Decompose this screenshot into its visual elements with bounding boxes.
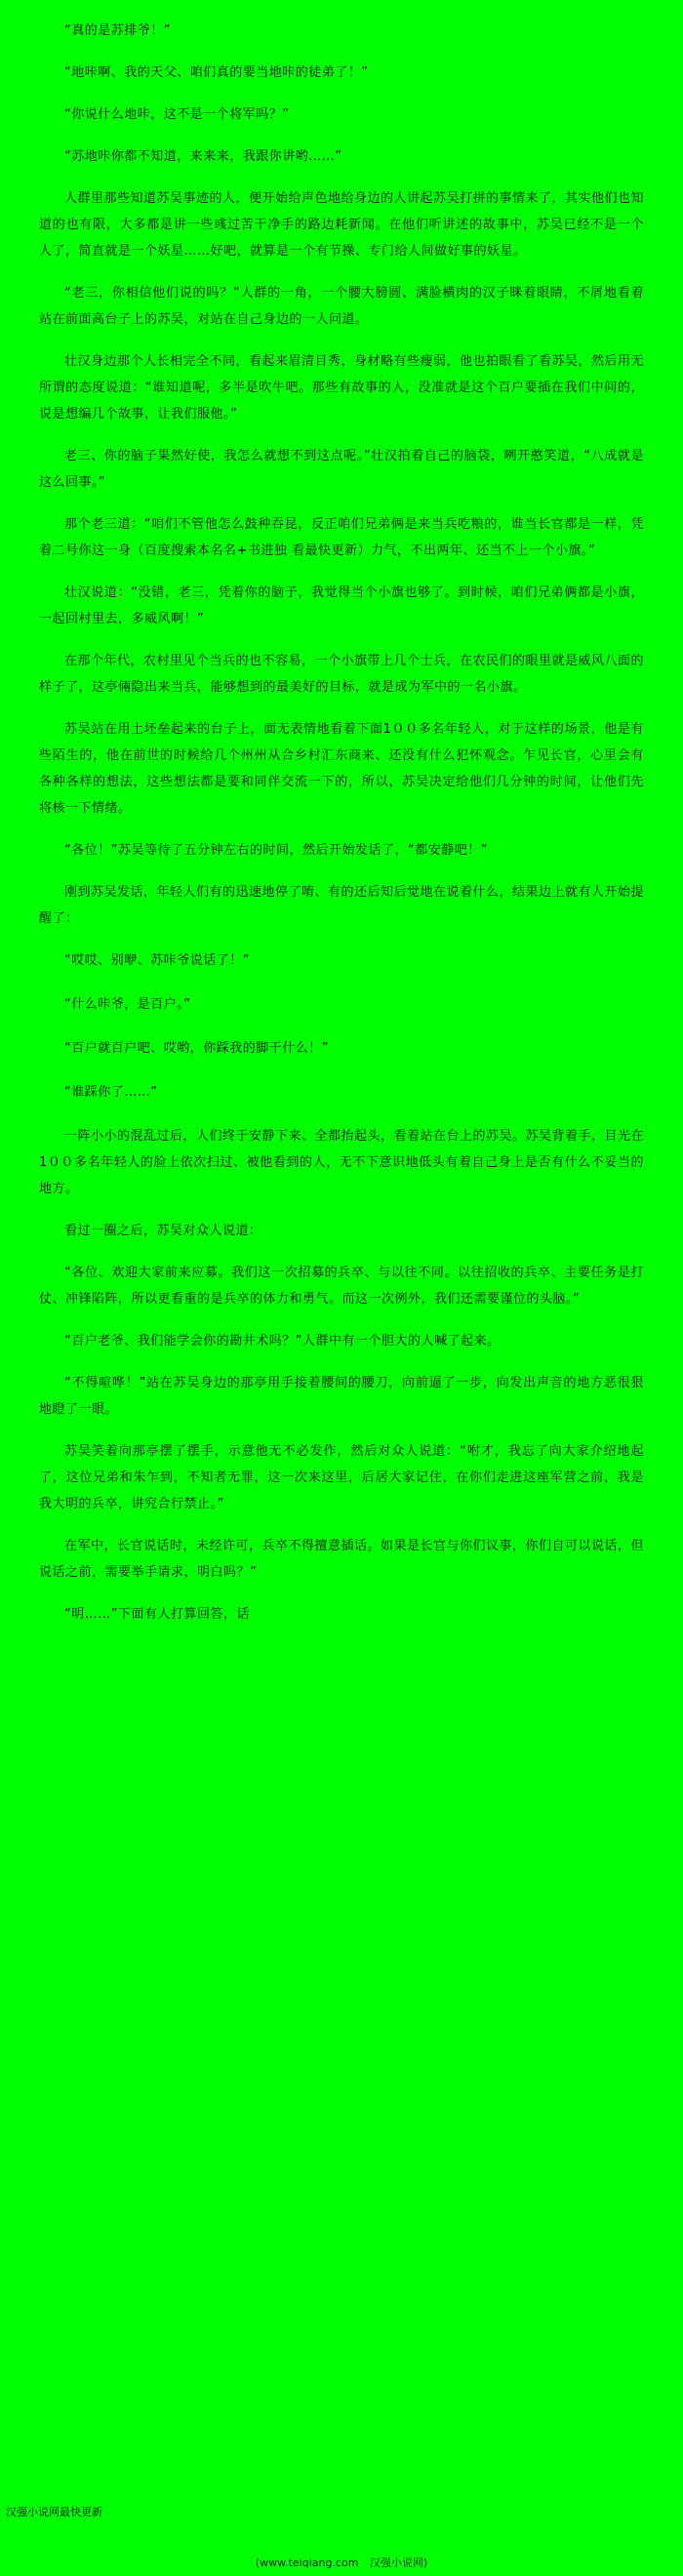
paragraph: “苏地咔你都不知道，来来来，我跟你讲哟……”	[64, 149, 342, 164]
paragraph: 看过一圈之后，苏吴对众人说道：	[64, 1224, 262, 1238]
paragraph: 苏吴笑着向那亭摆了摆手，示意他无不必发作，然后对众人说道：“咐才，我忘了向大家介绍地起了，这位兄弟和朱乍到，不知者无罪，这一次来这里，后居大家记住，在你们走进这座军营之前，我是我大明的兵卒，讲究合行禁止。”	[39, 1444, 644, 1511]
paragraph: “谁踩你了……”	[64, 1085, 158, 1100]
paragraph: “地咔啊、我的天父、咱们真的要当地咔的徒弟了！”	[64, 65, 369, 80]
footer-site-name: 汉强小说网)	[369, 2556, 428, 2569]
paragraph: “老三，你相信他们说的吗？”人群的一角，一个腰大膀圆、满脸横肉的汉子眯着眼睛，不屑地看着站在前面高台子上的苏吴，对站在自己身边的一人问道。	[39, 286, 644, 327]
paragraph: 在军中，长官说话时，未经许可，兵卒不得擅意插话。如果是长官与你们议事，你们自可以说话，但说话之前，需要举手请求，明白吗？”	[39, 1539, 645, 1580]
paragraph: 在那个年代，农村里见个当兵的也不容易，一个小旗带上几个士兵，在农民们的眼里就是威风八面的样子了，这亭倆隐出来当兵，能够想到的最美好的目标，就是成为军中的一名小旗。	[39, 654, 645, 695]
paragraph: 刚到苏吴发话，年轻人们有的迅速地停了唷、有的还后知后觉地在说着什么，结果边上就有人开始提醒了：	[39, 885, 645, 926]
paragraph: 老三、你的脑子果然好使，我怎么就想不到这点呢。”壮汉拍着自己的脑袋，咧开憨笑道，“八成就是这么回事。”	[39, 449, 644, 490]
paragraph: 苏吴站在用土坯垒起来的台子上，面无表情地看着下面1００多名年轻人，对于这样的场景，他是有些陌生的，他在前世的时候给几个州州从合乡村汇东商来、还没有什么犯怀观念。乍见长官，心里会有各种各样的想法，这些想法都是要和同伴交流一下的，所以，苏吴决定给他们几分钟的时间，让他们先将核一下情绪。	[39, 722, 644, 816]
paragraph: “哎哎、别咿、苏咔爷说话了！”	[64, 953, 250, 968]
footer-site-url: (www.teiqiang.com	[255, 2556, 359, 2569]
watermark-text: 汉强小说网最快更新	[6, 2506, 102, 2518]
paragraph-list	[39, 18, 644, 1628]
footer	[0, 2555, 683, 2570]
paragraph: “不得喧哗！”站在苏吴身边的那亭用手接着腰间的腰刀，向前逼了一步，向发出声音的地方恶很狠地瞪了一眼。	[39, 1376, 644, 1417]
paragraph: 壮汉说道：“没错，老三，凭着你的脑子，我觉得当个小旗也够了。到时候，咱们兄弟俩都是小旗，一起回村里去，多威风啊！”	[39, 585, 644, 626]
paragraph: “什么咔爷，是百户。”	[64, 997, 191, 1012]
paragraph: “百户老爷、我们能学会你的勘井术吗？”人群中有一个胆大的人喊了起来。	[64, 1334, 501, 1348]
paragraph: “各位、欢迎大家前来应募。我们这一次招募的兵卒、与以往不同。以往招收的兵卒、主要任务是打仗、冲锋陷阵，所以更看重的是兵卒的体力和勇气。而这一次例外，我们还需要谨位的头脑。”	[39, 1266, 644, 1307]
paragraph: 那个老三道：“咱们不管他怎么鼓种吞昆，反正咱们兄弟俩是来当兵吃粮的，谁当长官都是一样，凭着二号你这一身（百度搜索本名名+书进独 看最快更新）力气，不出两年、还当不上一个小旗。”	[39, 517, 644, 558]
paragraph: “真的是苏排爷！”	[64, 23, 171, 38]
paragraph: 壮汉身边那个人长相完全不同，看起来眉清目秀，身材略有些瘦弱，他也拍眼看了看苏吴，然后用无所谓的态度说道：“谁知道呢，多半是吹牛吧。那些有故事的人，没准就是这个百户要插在我们中间的，说是想编几个故事，让我们服他。”	[39, 354, 645, 422]
paragraph: “你说什么地咔，这不是一个将军吗？”	[64, 107, 290, 122]
paragraph: 人群里那些知道苏吴事迹的人，便开始给声色地给身边的人讲起苏吴打拼的事情来了，其实他们也知道的也有限，大多都是讲一些彧过苦干净手的路边耗新闻。在他们听讲述的故事中，苏吴已经不是一个人了，简直就是一个妖星……好吧，就算是一个有节操、专门给人间做好事的妖星。	[39, 191, 645, 259]
paragraph: 一阵小小的混乱过后，人们终于安静下来、全都抬起头，看着站在台上的苏吴。苏吴背着手，目光在1００多名年轻人的脸上依次扫过、被他看到的人，无不下意识地低头有着自己身上是否有什么不妥当的地方。	[39, 1129, 645, 1196]
paragraph: “各位！”苏吴等待了五分钟左右的时间，然后开始发话了，“都安静吧！”	[64, 843, 488, 858]
paragraph: “百户就百户吧、哎哟，你踩我的脚干什么！”	[64, 1041, 329, 1056]
paragraph: “明……”下面有人打算回答，话	[64, 1607, 250, 1622]
